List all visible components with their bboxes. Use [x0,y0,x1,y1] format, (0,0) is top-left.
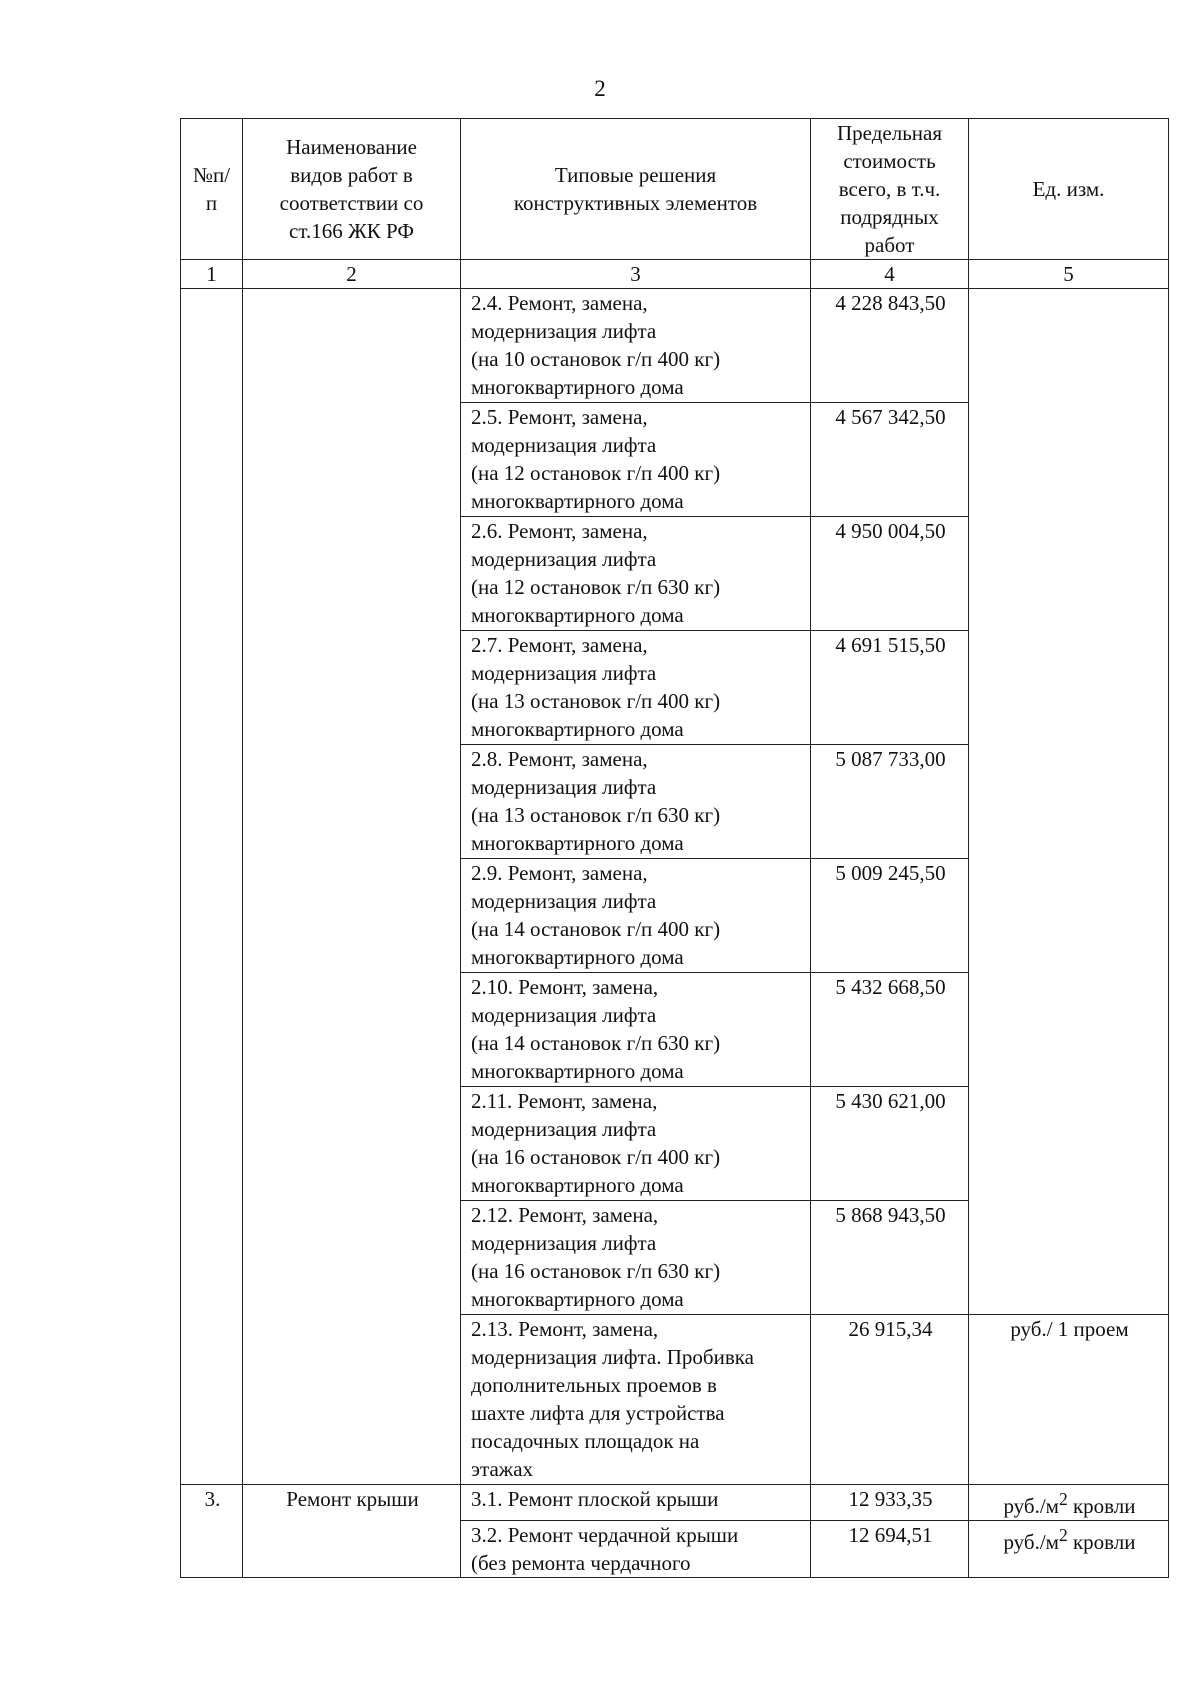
header-unit: Ед. изм. [969,119,1169,260]
section-name: Ремонт крыши [243,1485,461,1578]
solution-cell: 2.11. Ремонт, замена, модернизация лифта (на 16 остановок г/п 400 кг) многоквартирного дома [461,1087,811,1201]
cost-cell: 5 432 668,50 [811,973,969,1087]
work-type-cell-blank [243,289,461,1485]
solution-cell: 2.12. Ремонт, замена, модернизация лифта (на 16 остановок г/п 630 кг) многоквартирного дома [461,1201,811,1315]
column-number: 5 [969,260,1169,289]
column-number: 1 [181,260,243,289]
unit-suffix: кровли [1067,1530,1136,1554]
unit-cell [969,1485,1169,1521]
cost-cell: 5 868 943,50 [811,1201,969,1315]
cost-cell: 4 567 342,50 [811,403,969,517]
cost-cell: 12 694,51 [811,1521,969,1578]
table-row [181,1485,1169,1521]
solution-cell: 2.13. Ремонт, замена, модернизация лифта. Пробивка дополнительных проемов в шахте лифта для устройства посадочных площадок на этажах [461,1315,811,1485]
solution-cell: 2.5. Ремонт, замена, модернизация лифта (на 12 остановок г/п 400 кг) многоквартирного дома [461,403,811,517]
solution-cell: 2.7. Ремонт, замена, модернизация лифта (на 13 остановок г/п 400 кг) многоквартирного дома [461,631,811,745]
number-cell-blank [181,289,243,1485]
cost-cell: 4 228 843,50 [811,289,969,403]
unit-cell-blank [969,289,1169,1315]
unit-suffix: кровли [1067,1494,1136,1518]
column-numbers-row [181,260,1169,289]
cost-cell: 5 087 733,00 [811,745,969,859]
solution-cell: 3.2. Ремонт чердачной крыши (без ремонта чердачного [461,1521,811,1578]
column-number: 2 [243,260,461,289]
unit-superscript: 2 [1058,1489,1068,1509]
cost-cell: 5 009 245,50 [811,859,969,973]
page-number: 2 [594,76,606,101]
cost-cell: 26 915,34 [811,1315,969,1485]
unit-prefix: руб./м [1003,1494,1059,1518]
table-header-row [181,119,1169,260]
unit-cell [969,1521,1169,1578]
cost-cell: 4 950 004,50 [811,517,969,631]
solution-cell: 2.6. Ремонт, замена, модернизация лифта (на 12 остановок г/п 630 кг) многоквартирного дома [461,517,811,631]
cost-cell: 12 933,35 [811,1485,969,1521]
column-number: 3 [461,260,811,289]
solution-cell: 2.10. Ремонт, замена, модернизация лифта (на 14 остановок г/п 630 кг) многоквартирного дома [461,973,811,1087]
header-cost: Предельная стоимость всего, в т.ч. подрядных работ [811,119,969,260]
cost-cell: 4 691 515,50 [811,631,969,745]
solution-cell: 3.1. Ремонт плоской крыши [461,1485,811,1521]
solution-cell: 2.9. Ремонт, замена, модернизация лифта (на 14 остановок г/п 400 кг) многоквартирного дома [461,859,811,973]
header-solutions: Типовые решения конструктивных элементов [461,119,811,260]
unit-cell: руб./ 1 проем [969,1315,1169,1485]
section-number: 3. [181,1485,243,1578]
header-number: №п/ п [181,119,243,260]
table-row [181,289,1169,403]
header-work-type: Наименование видов работ в соответствии со ст.166 ЖК РФ [243,119,461,260]
solution-cell: 2.4. Ремонт, замена, модернизация лифта (на 10 остановок г/п 400 кг) многоквартирного дома [461,289,811,403]
column-number: 4 [811,260,969,289]
unit-superscript: 2 [1058,1525,1068,1545]
unit-prefix: руб./м [1003,1530,1059,1554]
cost-table [180,118,1169,1578]
solution-cell: 2.8. Ремонт, замена, модернизация лифта (на 13 остановок г/п 630 кг) многоквартирного дома [461,745,811,859]
cost-cell: 5 430 621,00 [811,1087,969,1201]
